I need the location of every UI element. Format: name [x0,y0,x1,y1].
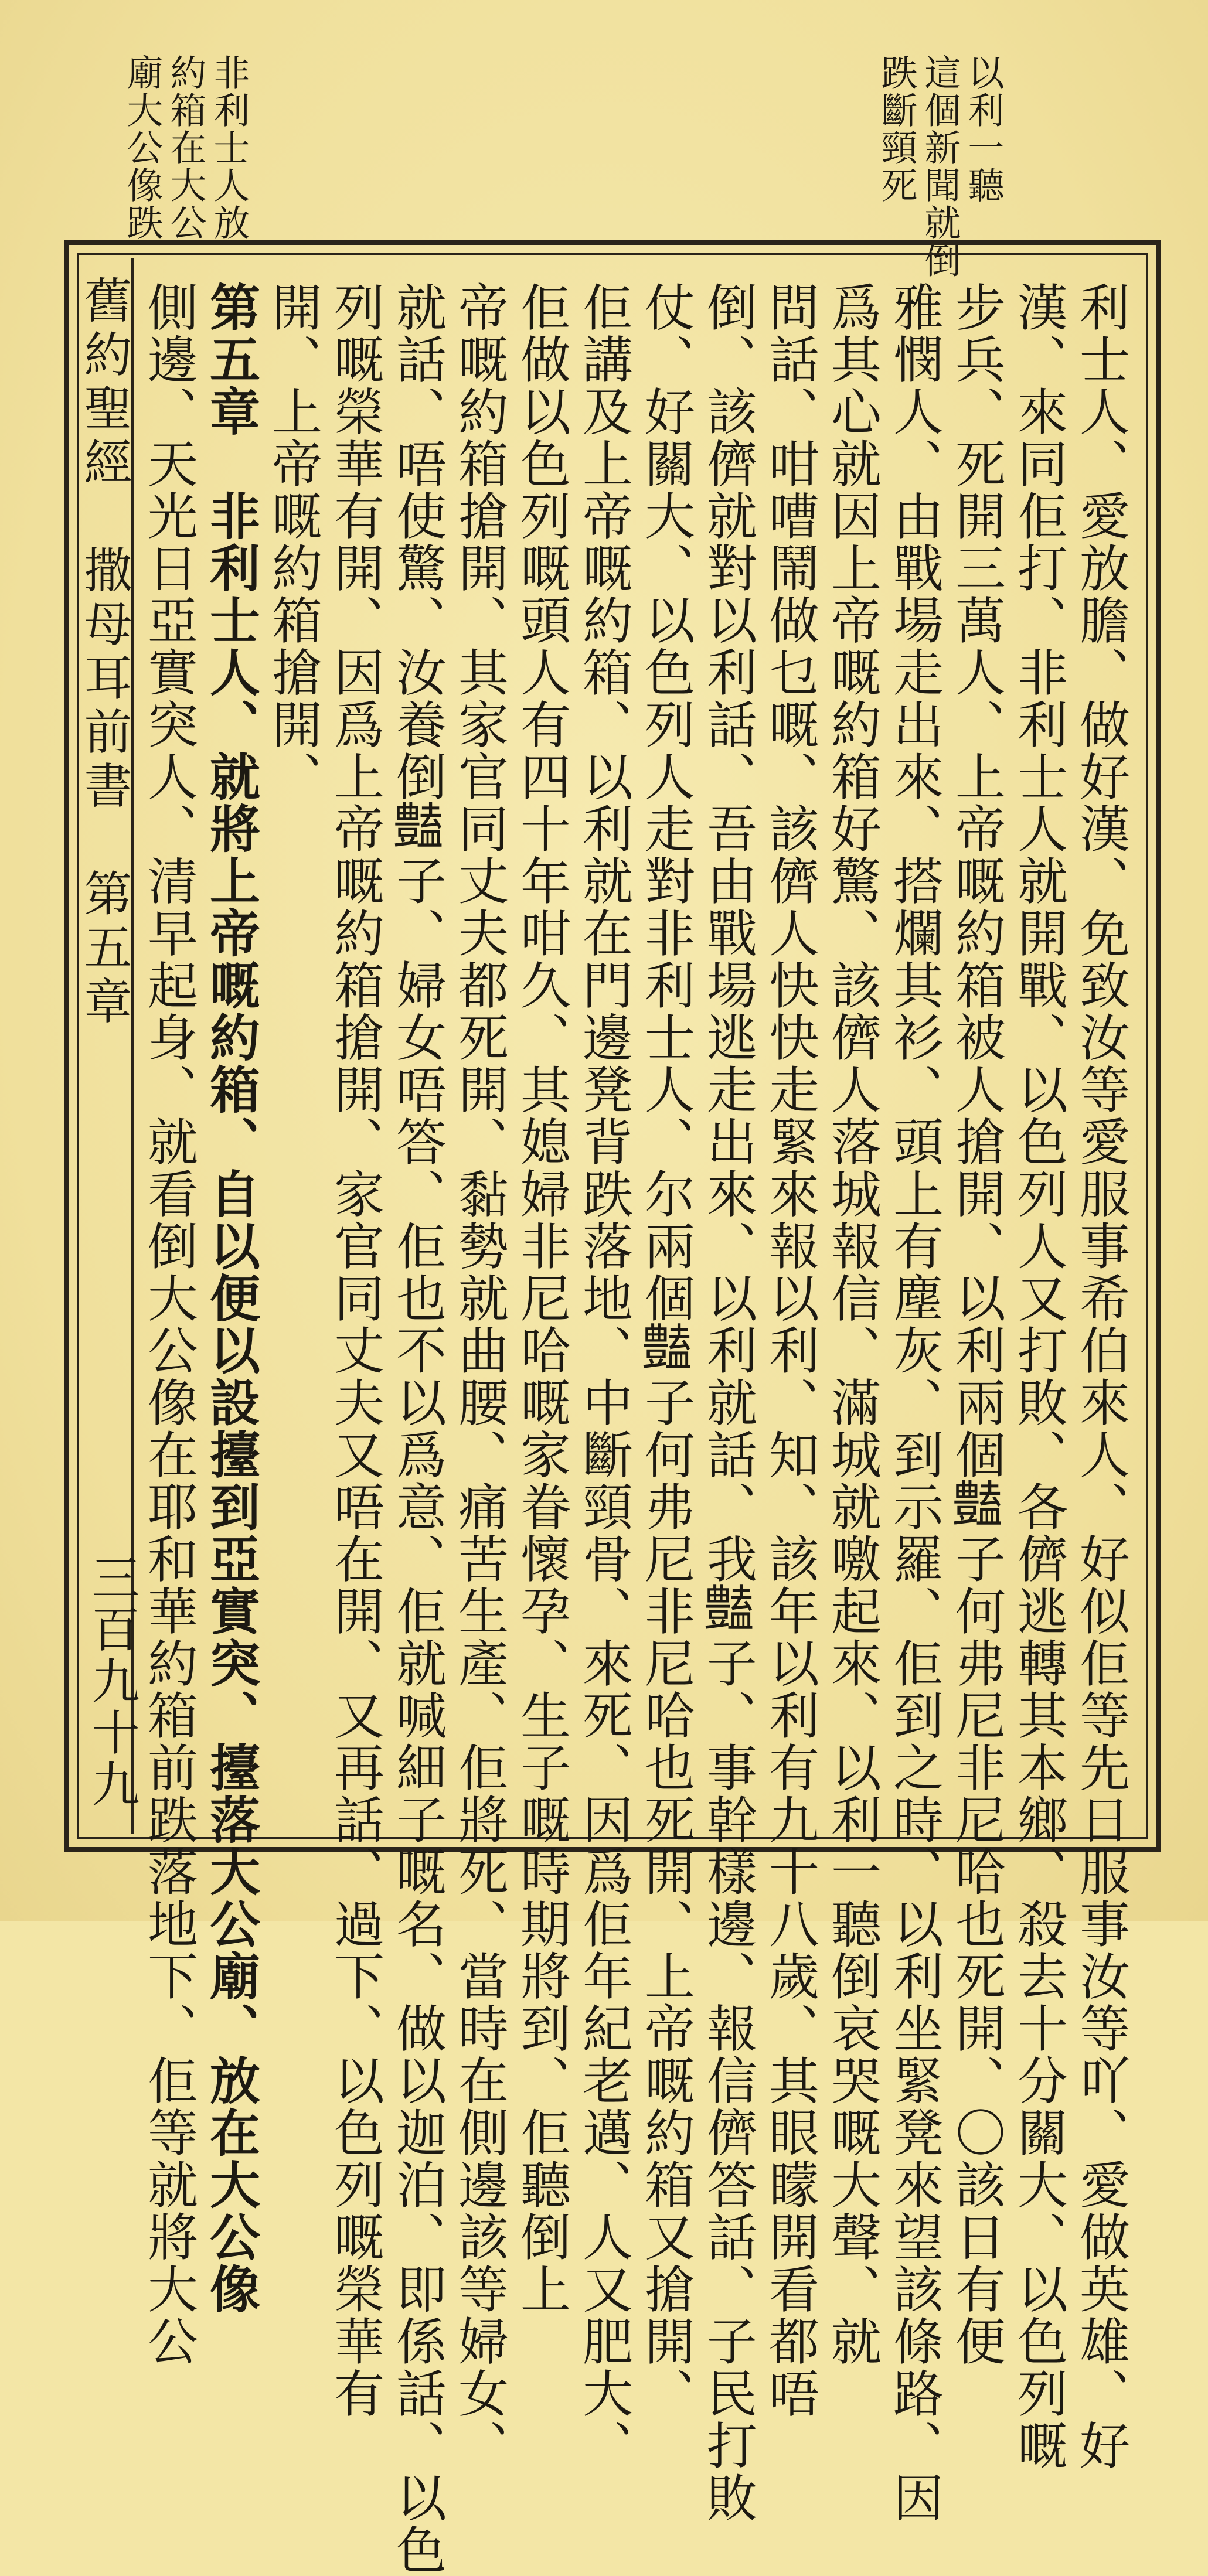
text-column: 步兵、死開三萬人、上帝嘅約箱被人搶開、以利兩個𧰟子何弗尼非尼哈也死開、〇該日有便 [947,281,1005,2367]
text-column: 側邊、天光日亞實突人、清早起身、就看倒大公像在耶和華約箱前跌落地下、佢等就將大公 [139,281,198,2367]
running-title-column [69,258,139,1834]
running-title: 舊約聖經 撒母耳前書 第五章 [76,275,132,1030]
text-column: 就話、唔使驚、汝養倒𧰟子、婦女唔答、佢也不以爲意、佢就喊細子嘅名、做以迦泊、即係話、以色 [387,281,446,2576]
note-line: 以利一聽 [962,54,1005,204]
text-column: 帝嘅約箱搶開、其家官同丈夫都死開、黏勢就曲腰、痛苦生產、佢將死、當時在側邊該等婦女、 [450,281,508,2472]
text-column: 問話、咁嘈鬧做乜嘅、該儕人快快走緊來報以利、知、該年以利有九十八歲、其眼矇開看都唔 [760,281,819,2420]
text-column: 佢做以色列嘅頭人有四十年咁久、其媳婦非尼哈嘅家眷懷孕、生子嘅時期將到、佢聽倒上 [512,281,570,2315]
text-column: 雅憫人、由戰場走出來、搭爛其衫、頭上有塵灰、到示羅、佢到之時、以利坐緊凳來望該條路、因 [884,281,943,2524]
main-text [139,258,1131,2576]
header-note-left [122,54,249,241]
note-line: 約箱在大公 [164,54,207,241]
note-line: 跌斷頸死 [875,54,918,204]
text-column: 佢講及上帝嘅約箱、以利就在門邊凳背跌落地、中斷頸骨、來死、因爲佢年紀老邁、人又肥大、 [574,281,632,2472]
text-column: 仗、好關大、以色列人走對非利士人、尔兩個𧰟子何弗尼非尼哈也死開、上帝嘅約箱又搶開、 [636,281,695,2420]
note-line: 這個新聞就倒 [918,54,961,279]
text-column: 利士人、愛放膽、做好漢、免致汝等愛服事希伯來人、好似佢等先日服事汝等吖、愛做英雄、好 [1071,281,1129,2472]
text-column: 漢、來同佢打、非利士人就開戰、以色列人又打敗、各儕逃轉其本鄉、殺去十分關大、以色列嘅 [1009,281,1067,2472]
text-column: 倒、該儕就對以利話、吾由戰場逃走出來、以利就話、我𧰟子、事幹樣邊、報信儕答話、子民打敗 [698,281,757,2524]
page-number: 三百九十九 [84,1553,139,1811]
text-column: 爲其心就因上帝嘅約箱好驚、該儕人落城報信、滿城就噭起來、以利一聽倒哀哭嘅大聲、就 [822,281,881,2367]
text-column: 開、上帝嘅約箱搶開、 [263,281,322,803]
chapter-heading-column: 第五章 非利士人、就將上帝嘅約箱、自以便以設擡到亞實突、擡落大公廟、放在大公像 [201,281,260,2315]
note-line: 非利士人放 [207,54,250,241]
note-line: 廟大公像跌 [121,54,164,241]
text-column: 列嘅榮華有開、因爲上帝嘅約箱搶開、家官同丈夫又唔在開、又再話、過下、以色列嘅榮華有 [325,281,384,2420]
